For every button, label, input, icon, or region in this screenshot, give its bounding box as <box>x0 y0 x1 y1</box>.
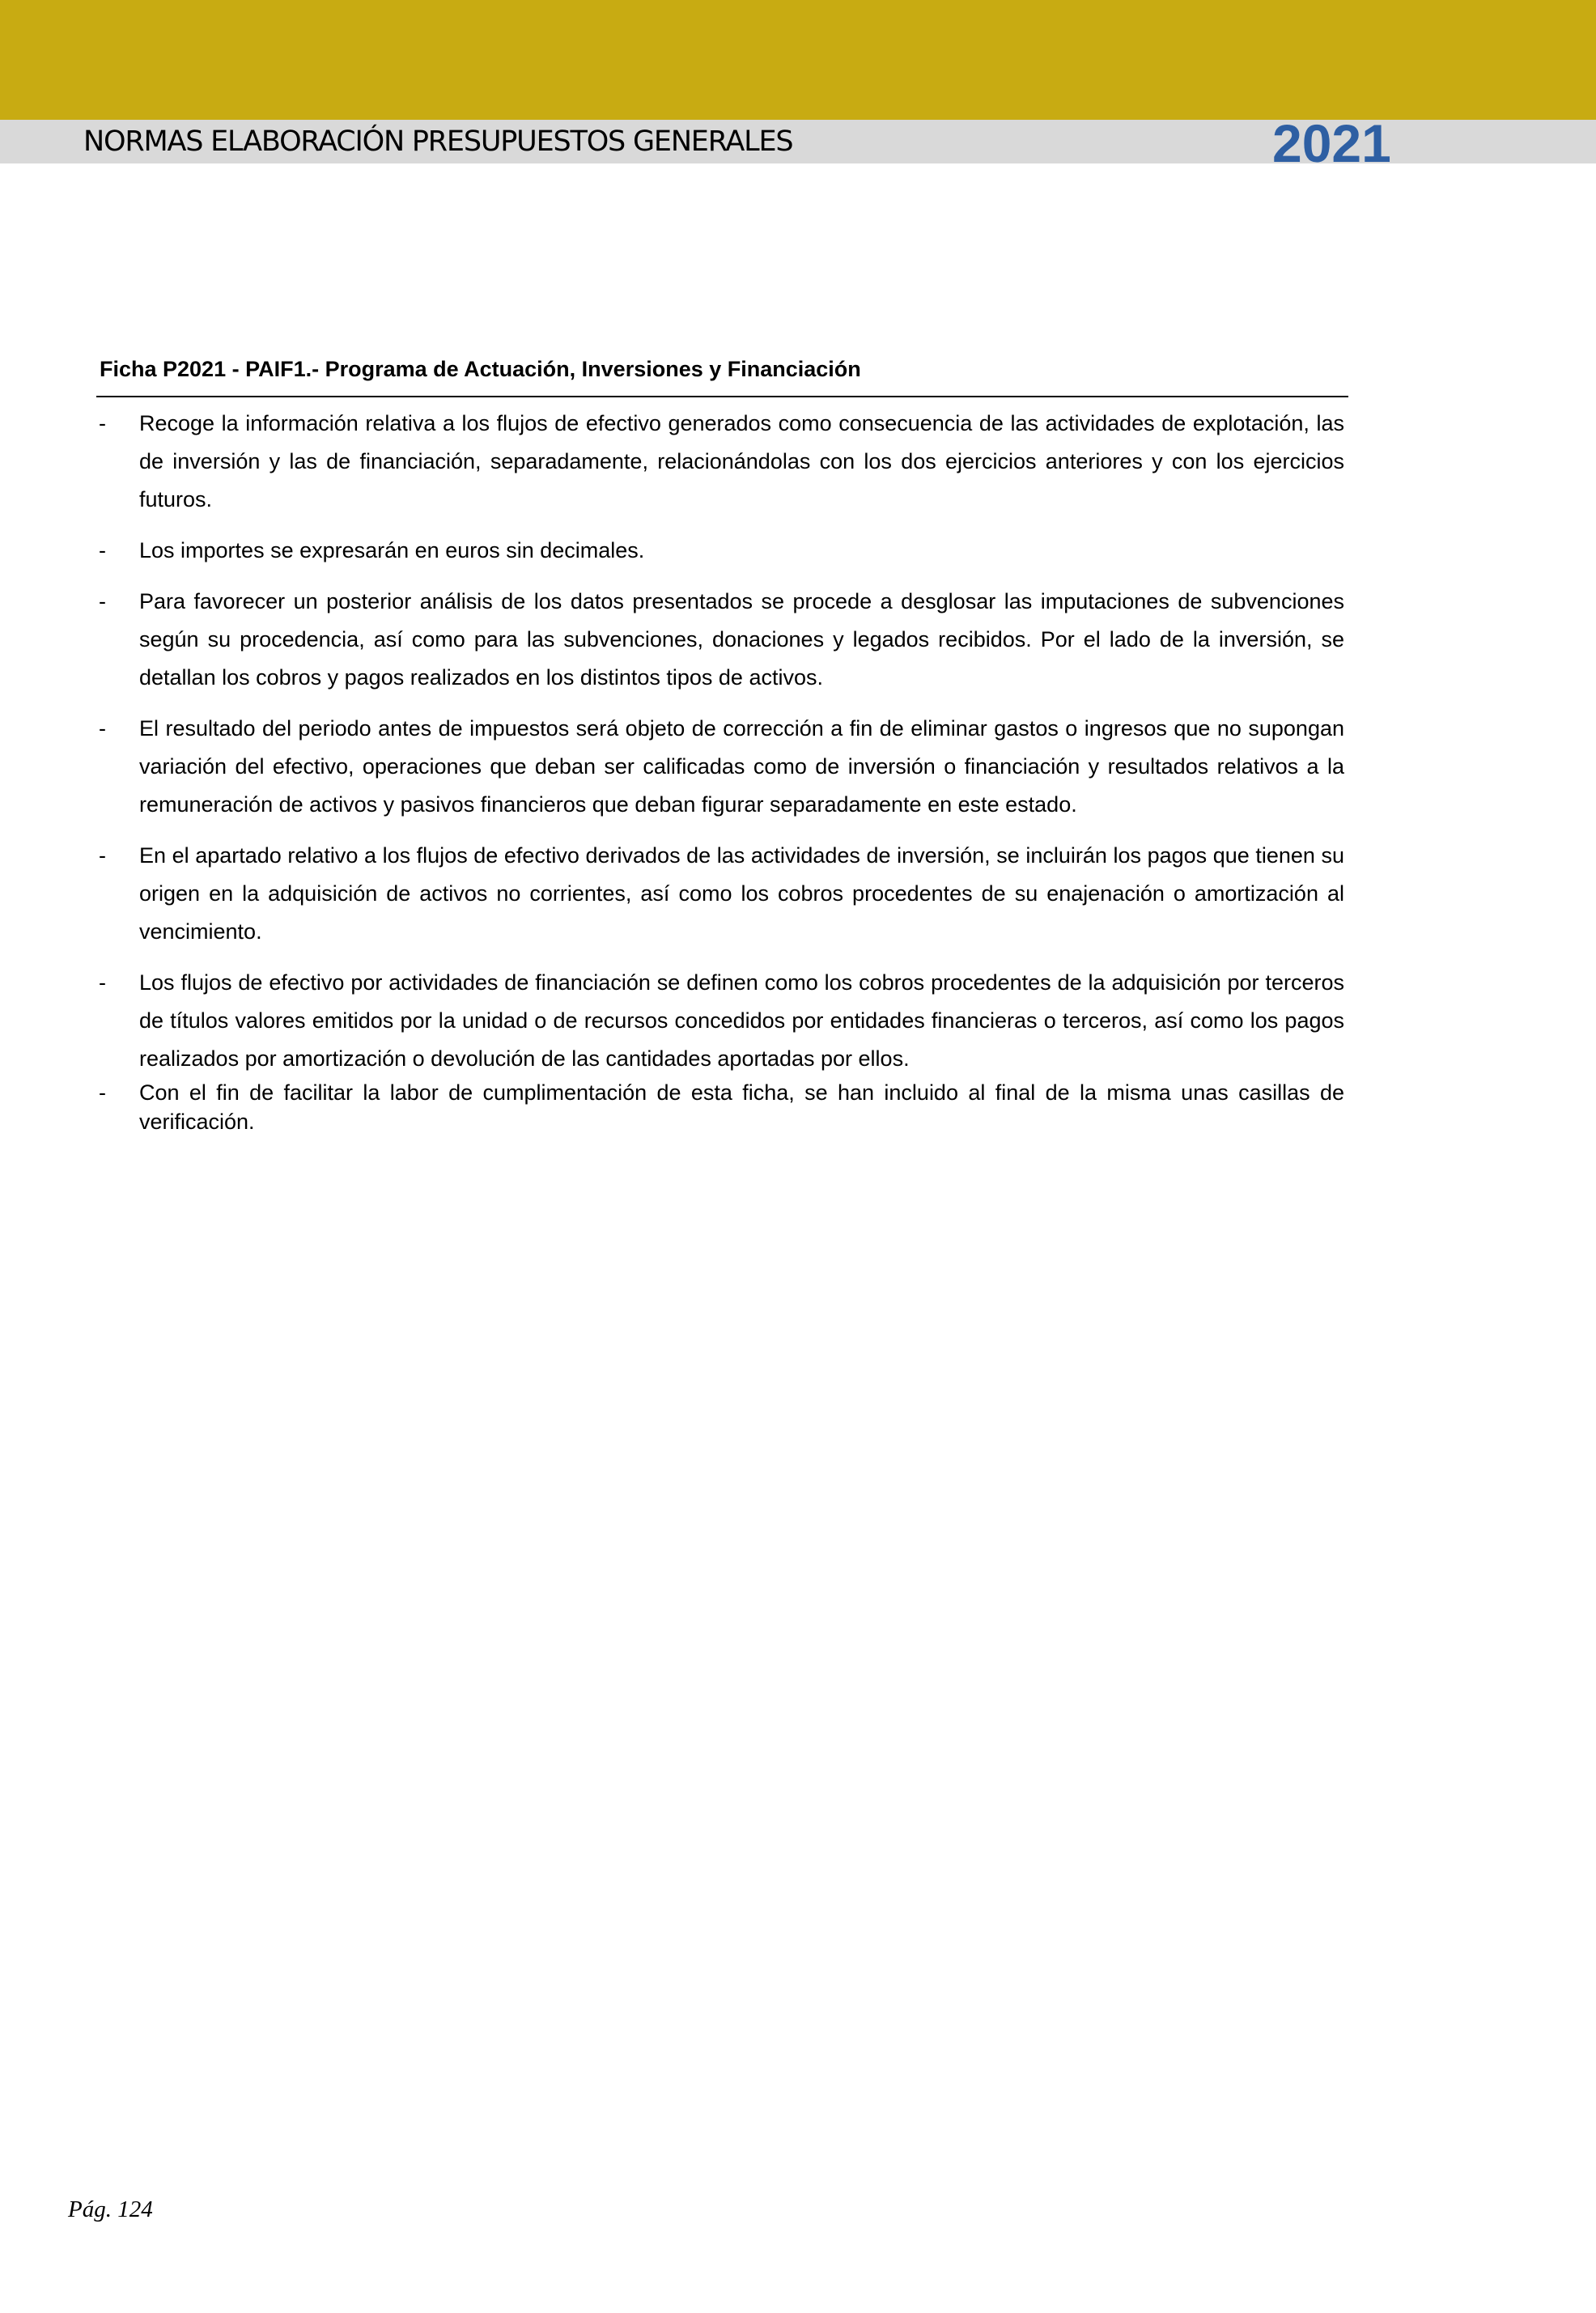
list-item-text: Con el fin de facilitar la labor de cumplimentación de esta ficha, se han incluido al final de la misma unas casillas de verificación. <box>139 1080 1344 1134</box>
bullet-dash: - <box>99 970 106 995</box>
bullet-dash: - <box>99 411 106 435</box>
bullet-list <box>96 405 1344 1149</box>
header-color-band <box>0 0 1596 120</box>
bullet-dash: - <box>99 843 106 868</box>
section-heading: Ficha P2021 - PAIF1.- Programa de Actuación, Inversiones y Financiación <box>100 357 861 381</box>
list-item-text: Los flujos de efectivo por actividades de financiación se definen como los cobros procedentes de la adquisición por terceros de títulos valores emitidos por la unidad o de recursos concedidos por entidades financieras o terceros, así como los pagos realizados por amortización o devolución de las cantidades aportadas por ellos. <box>139 970 1344 1071</box>
bullet-dash: - <box>99 716 106 741</box>
page-number: Pág. 124 <box>68 2196 153 2222</box>
list-item-text: En el apartado relativo a los flujos de efectivo derivados de las actividades de inversión, se incluirán los pagos que tienen su origen en la adquisición de activos no corrientes, así como los cobros procedentes de su enajenación o amortización al vencimiento. <box>139 843 1344 944</box>
list-item-text: Los importes se expresarán en euros sin decimales. <box>139 538 645 562</box>
list-item <box>96 964 1344 1078</box>
document-title: NORMAS ELABORACIÓN PRESUPUESTOS GENERALES <box>83 125 793 158</box>
list-item-text: Para favorecer un posterior análisis de los datos presentados se procede a desglosar las imputaciones de subvenciones según su procedencia, así como para las subvenciones, donaciones y legados recibidos. Por el lado de la inversión, se detallan los cobros y pagos realizados en los distintos tipos de activos. <box>139 589 1344 690</box>
list-item <box>96 405 1344 519</box>
list-item <box>96 532 1344 570</box>
list-item <box>96 583 1344 697</box>
bullet-dash: - <box>99 538 106 562</box>
list-item-text: El resultado del periodo antes de impuestos será objeto de corrección a fin de eliminar gastos o ingresos que no supongan variación del efectivo, operaciones que deban ser calificadas como de inversión o financiación y resultados relativos a la remuneración de activos y pasivos financieros que deban figurar separadamente en este estado. <box>139 716 1344 817</box>
heading-divider <box>96 396 1348 397</box>
bullet-dash: - <box>99 1080 106 1105</box>
list-item <box>96 837 1344 951</box>
bullet-dash: - <box>99 589 106 613</box>
document-year: 2021 <box>1272 113 1391 173</box>
list-item <box>96 710 1344 824</box>
list-item-text: Recoge la información relativa a los flujos de efectivo generados como consecuencia de las actividades de explotación, las de inversión y las de financiación, separadamente, relacionándolas con los dos ejercicios anteriores y con los ejercicios futuros. <box>139 411 1344 511</box>
list-item <box>96 1078 1344 1136</box>
